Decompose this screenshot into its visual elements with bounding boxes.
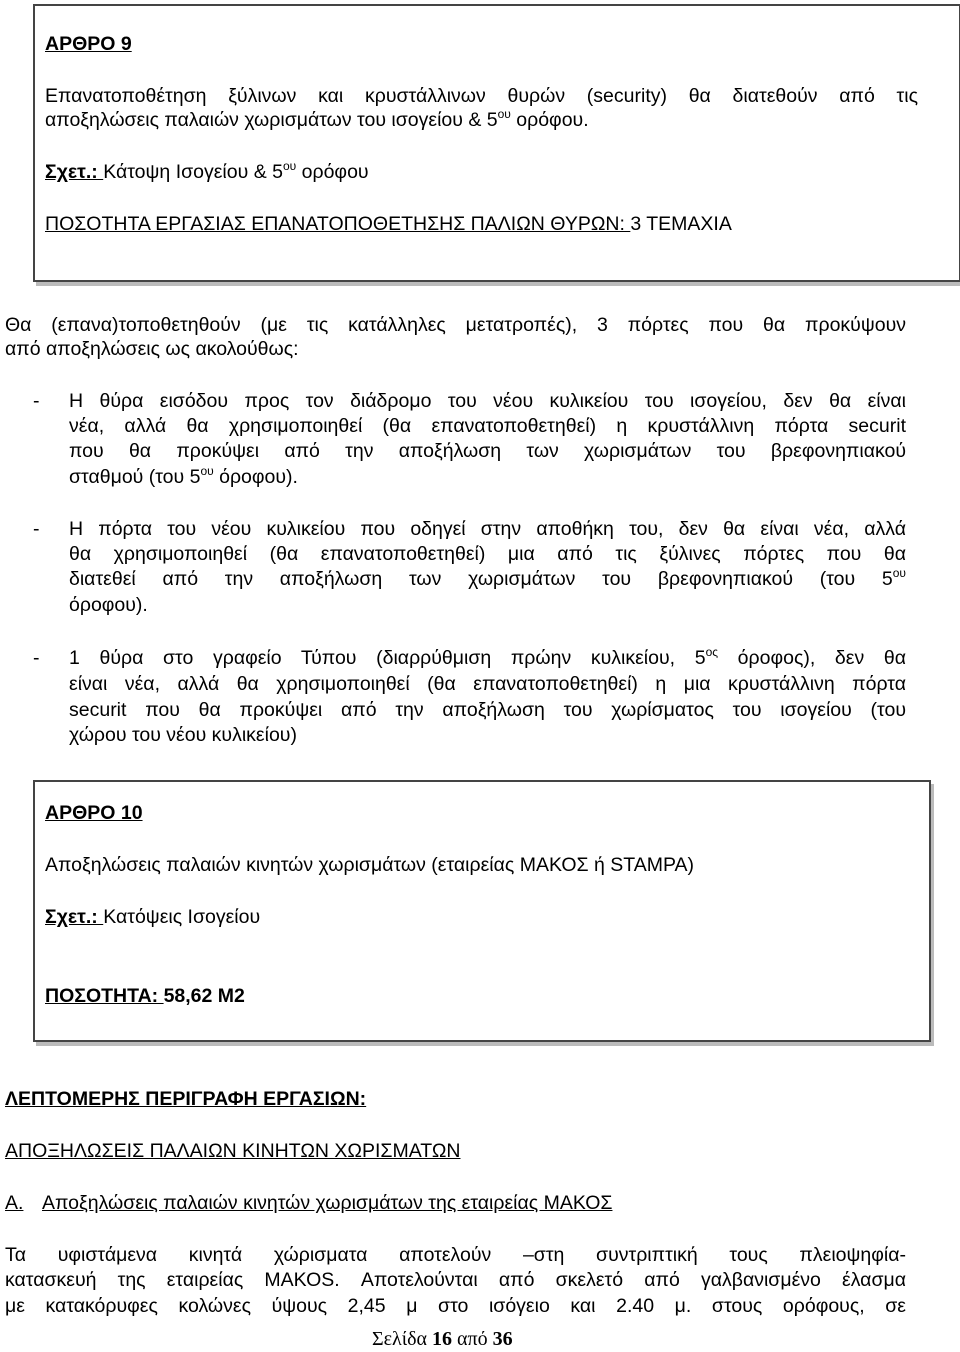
article-9-title: ΑΡΘΡΟ 9 [45, 33, 132, 55]
bullet-3-line4: χώρου του νέου κυλικείου) [69, 724, 297, 746]
reference-label: Σχετ.: [45, 161, 104, 183]
bullet-3-line3: securit που θα προκύψει από την αποξήλωση του χωρίσματος του ισογείου (του [69, 699, 906, 721]
section-a-letter: Α. [5, 1192, 24, 1214]
page-total: 36 [492, 1328, 513, 1350]
intro-line2: από αποξηλώσεις ως ακολούθως: [5, 338, 299, 360]
page-number: 16 [432, 1328, 453, 1350]
details-paragraph-line3: με κατακόρυφες κολώνες ύψους 2,45 μ στο ισόγειο και 2.40 μ. στους ορόφους, σε [5, 1295, 906, 1317]
bullet-2-line3: διατεθεί από την αποξήλωση των χωρισμάτων του βρεφονηπιακού (του $5^{o\upsilon}$ [69, 566, 906, 590]
quantity-value: 3 ΤΕΜΑΧΙΑ [630, 213, 732, 235]
quantity-label: ΠΟΣΟΤΗΤΑ: [45, 985, 164, 1007]
article-9-reference: Σχετ.: Κάτοψη Ισογείου & $5^{o\upsilon}$ ορόφου [45, 159, 369, 183]
article-9-desc-line1: Επανατοποθέτηση ξύλινων και κρυστάλλινων θυρών (security) θα διατεθούν από τις [45, 85, 918, 107]
reference-label: Σχετ.: [45, 906, 104, 928]
article-9-box [33, 4, 960, 282]
article-10-desc: Αποξηλώσεις παλαιών κινητών χωρισμάτων (εταιρείας ΜΑΚΟΣ ή STAMPA) [45, 854, 695, 876]
article-10-reference: Σχετ.: Κατόψεις Ισογείου [45, 906, 261, 928]
details-paragraph-line2: κατασκευή της εταιρείας ΜΑΚΟS. Αποτελούνται από σκελετό από γαλβανισμένο έλασμα [5, 1269, 906, 1291]
bullet-2-line1: Η πόρτα του νέου κυλικείου που οδηγεί στην αποθήκη του, δεν θα είναι νέα, αλλά [69, 518, 906, 540]
bullet-1-dash: - [33, 390, 40, 412]
details-heading: ΛΕΠΤΟΜΕΡΗΣ ΠΕΡΙΓΡΑΦΗ ΕΡΓΑΣΙΩΝ: [5, 1088, 367, 1110]
section-a-title: Αποξηλώσεις παλαιών κινητών χωρισμάτων της εταιρείας ΜΑΚΟΣ [42, 1192, 613, 1214]
bullet-1-line4: σταθμού (του $5^{o\upsilon}$ όροφου). [69, 464, 298, 488]
article-10-quantity [45, 984, 245, 1008]
bullet-2-line4: όροφου). [69, 594, 148, 616]
quantity-label: ΠΟΣΟΤΗΤΑ ΕΡΓΑΣΙΑΣ ΕΠΑΝΑΤΟΠΟΘΕΤΗΣΗΣ ΠΑΛΙΩΝ ΘΥΡΩΝ: [45, 213, 631, 235]
bullet-1-line1: Η θύρα εισόδου προς τον διάδρομο του νέου κυλικείου του ισογείου, δεν θα είναι [69, 390, 906, 412]
article-9-quantity [45, 212, 732, 236]
bullet-3-dash: - [33, 647, 40, 669]
details-paragraph-line1: Τα υφιστάμενα κινητά χώρισματα αποτελούν –στη συντριπτική τους πλειοψηφία- [5, 1244, 906, 1266]
intro-line1: Θα (επανα)τοποθετηθούν (με τις κατάλληλες μετατροπές), 3 πόρτες που θα προκύψουν [5, 314, 906, 336]
bullet-2-dash: - [33, 518, 40, 540]
details-subheading: ΑΠΟΞΗΛΩΣΕΙΣ ΠΑΛΑΙΩΝ ΚΙΝΗΤΩΝ ΧΩΡΙΣΜΑΤΩΝ [5, 1140, 461, 1162]
bullet-1-line2: νέα, αλλά θα χρησιμοποιηθεί (θα επανατοποθετηθεί) η κρυστάλλινη πόρτα securit [69, 415, 906, 437]
bullet-3-line2: είναι νέα, αλλά θα χρησιμοποιηθεί (θα επανατοποθετηθεί) η μια κρυστάλλινη πόρτα [69, 673, 906, 695]
quantity-value: 58,62 Μ2 [163, 985, 245, 1007]
bullet-2-line2: θα χρησιμοποιηθεί (θα επανατοποθετηθεί) μια από τις ξύλινες πόρτες που θα [69, 543, 906, 565]
bullet-1-line3: που θα προκύψει από την αποξήλωση των χωρισμάτων του βρεφονηπιακού [69, 440, 906, 462]
article-9-desc-line2: αποξηλώσεις παλαιών χωρισμάτων του ισογείου & $5^{o\upsilon}$ ορόφου. [45, 107, 589, 131]
article-10-title: ΑΡΘΡΟ 10 [45, 802, 143, 824]
bullet-3-line1: 1 θύρα στο γραφείο Τύπου (διαρρύθμιση πρώην κυλικείου, $5^{o\varsigma}$ όροφος), δεν θα [69, 645, 906, 669]
page-footer: Σελίδα 16 από 36 [372, 1328, 513, 1350]
